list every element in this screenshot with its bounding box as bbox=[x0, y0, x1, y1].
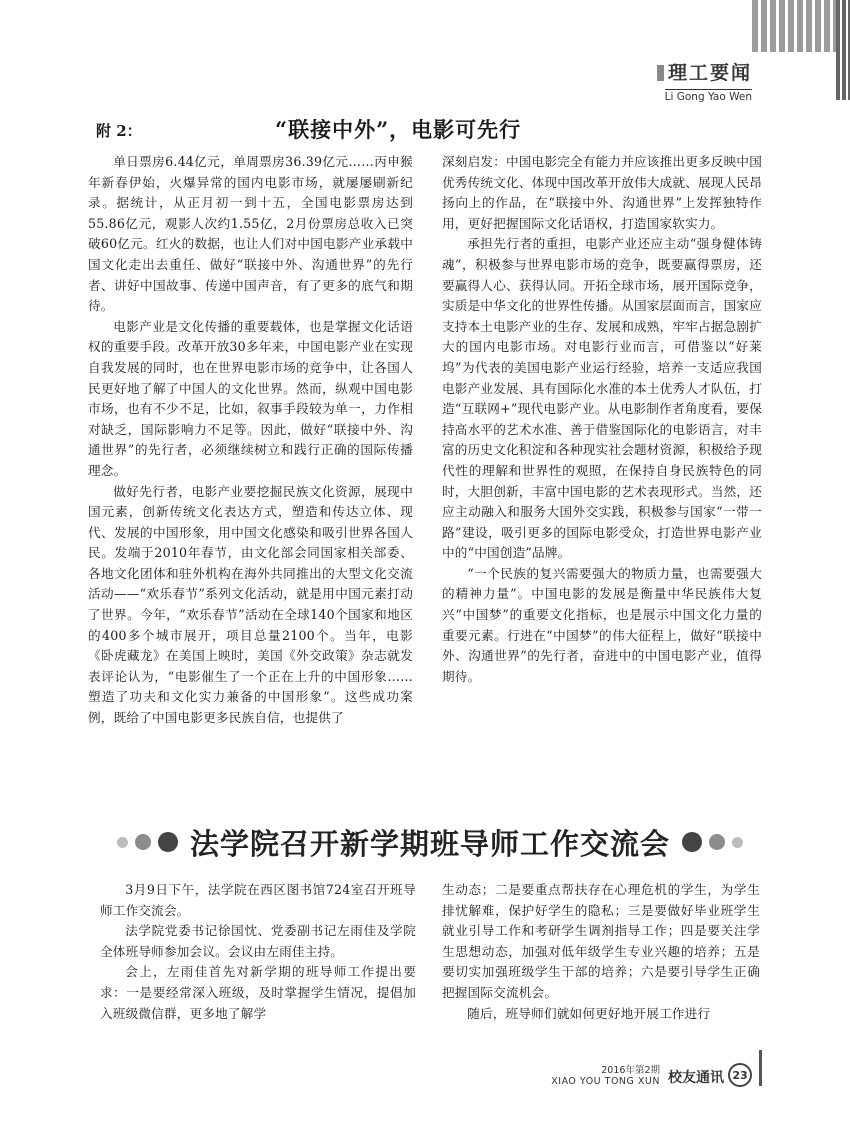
paragraph: 随后，班导师们就如何更好地开展工作进行 bbox=[467, 1005, 711, 1021]
publication-name: 校友通讯 bbox=[668, 1070, 724, 1086]
dot-icon bbox=[117, 837, 128, 848]
article2-banner bbox=[120, 822, 740, 862]
paragraph: 做好先行者，电影产业要挖掘民族文化资源，展现中国元素，创新传统文化表达方式，塑造和传达立体、现代、发展的中国形象，用中国文化感染和吸引世界各国人民。发端于2010年春节，由文化部会同国家相关部委、各地文化团体和驻外机构在海外共同推出的大型文化交流活动——“欢乐春节”系列文化活动，就是用中国元素打动了世界。今年，“欢乐春节”活动在全球140个国家和地区的400多个城市展开，项目总量2100个。当年，电影《卧虎藏龙》在美国上映时，美国《外交政策》杂志就发表评论认为，“电影催生了一个正在上升的中国形象……塑造了功夫和文化实力兼备的中国形象”。这些成功案例，既给了中国电影更多民族自信，也提供了 bbox=[88, 483, 413, 726]
article2-right-column bbox=[442, 880, 760, 1024]
dot-icon bbox=[709, 834, 725, 850]
article2-left-column bbox=[100, 880, 416, 1024]
section-title: 理工要闻 bbox=[532, 58, 752, 85]
dots-decoration-left bbox=[117, 832, 178, 852]
publication-name-en: XIAO YOU TONG XUN bbox=[551, 1076, 660, 1087]
dot-icon bbox=[732, 837, 743, 848]
dot-icon bbox=[682, 832, 702, 852]
paragraph: 电影产业是文化传播的重要载体，也是掌握文化话语权的重要手段。改革开放30多年来，中国电影产业在实现自我发展的同时，也在世界电影市场的竞争中，让各国人民更好地了解了中国人的文化世界。然而，纵观中国电影市场，也有不少不足，比如，叙事手段较为单一，力作相对缺乏，国际影响力不足等。因此，做好“联接中外、沟通世界”的先行者，必须继续树立和践行正确的国际传播理念。 bbox=[88, 318, 413, 478]
header-corner-decoration bbox=[752, 0, 850, 100]
section-header bbox=[532, 58, 752, 104]
paragraph: 承担先行者的重担，电影产业还应主动“强身健体铸魂”，积极参与世界电影市场的竞争，既要赢得票房，还要赢得人心、获得认同。开拓全球市场，展开国际竞争，实质是中华文化的世界性传播。从国家层面而言，国家应支持本土电影产业的生存、发展和成熟，牢牢占据急剧扩大的国内电影市场。对电影行业而言，可借鉴以“好莱坞”为代表的美国电影产业运行经验，培养一支适应我国电影产业发展、具有国际化水准的本土优秀人才队伍，打造“互联网+”现代电影产业。从电影制作者角度看，要保持高水平的艺术水准、善于借鉴国际化的电影语言，对丰富的历史文化积淀和各种现实社会题材资源，积极给予现代性的理解和世界性的观照，在保持自身民族特色的同时，大胆创新，丰富中国电影的艺术表现形式。当然，还应主动融入和服务大国外交实践，积极参与国家“一带一路”建设，吸引更多的国际电影受众，打造世界电影产业中的“中国创造”品牌。 bbox=[442, 236, 762, 561]
paragraph: 单日票房6.44亿元，单周票房36.39亿元……丙申猴年新春伊始，火爆异常的国内电影市场，就屡屡刷新纪录。据统计，从正月初一到十五，全国电影票房达到55.86亿元，观影人次约1.55亿，2月份票房总收入已突破60亿元。红火的数据，也让人们对中国电影产业承载中国文化走出去重任、做好“联接中外、沟通世界”的先行者、讲好中国故事、传递中国声音，有了更多的底气和期待。 bbox=[88, 154, 413, 314]
section-subtitle: Li Gong Yao Wen bbox=[664, 91, 752, 103]
article1-left-column bbox=[88, 152, 413, 729]
article1-right-column bbox=[442, 152, 762, 687]
dot-icon bbox=[158, 832, 178, 852]
page-footer bbox=[551, 1062, 752, 1087]
appendix-label: 附 2： bbox=[96, 122, 142, 140]
article-title: “联接中外”，电影可先行 bbox=[275, 117, 522, 142]
square-icon bbox=[657, 65, 664, 81]
paragraph-continuation: 生动态；二是要重点帮扶存在心理危机的学生，为学生排忧解难，保护好学生的隐私；三是要做好毕业班学生就业引导工作和考研学生调剂指导工作；四是要关注学生思想动态，加强对低年级学生专业兴趣的培养；五是要切实加强班级学生干部的培养；六是要引导学生正确把握国际交流机会。 bbox=[442, 882, 760, 1000]
footer-text bbox=[551, 1062, 660, 1087]
paragraph: 法学院党委书记徐国忱、党委副书记左雨佳及学院全体班导师参加会议。会议由左雨佳主持。 bbox=[100, 923, 416, 959]
paragraph: “一个民族的复兴需要强大的物质力量，也需要强大的精神力量”。中国电影的发展是衡量中华民族伟大复兴“中国梦”的重要文化指标，也是展示中国文化力量的重要元素。行进在“中国梦”的伟大征程上，做好“联接中外、沟通世界”的先行者，奋进中的中国电影产业，值得期待。 bbox=[442, 565, 762, 684]
article2-title: 法学院召开新学期班导师工作交流会 bbox=[190, 826, 671, 861]
dots-decoration-right bbox=[682, 832, 743, 852]
page-number: 23 bbox=[728, 1063, 752, 1087]
dot-icon bbox=[135, 834, 151, 850]
paragraph-continuation: 深刻启发：中国电影完全有能力并应该推出更多反映中国优秀传统文化、体现中国改革开放伟大成就、展现人民昂扬向上的作品，在“联接中外、沟通世界”上发挥独特作用，更好把握国际文化话语权，打造国家软实力。 bbox=[442, 154, 762, 231]
paragraph: 3月9日下午，法学院在西区图书馆724室召开班导师工作交流会。 bbox=[100, 882, 416, 918]
paragraph: 会上，左雨佳首先对新学期的班导师工作提出要求：一是要经常深入班级，及时掌握学生情况，提倡加入班级微信群，更多地了解学 bbox=[100, 964, 416, 1021]
issue-number: 2016年第2期 bbox=[601, 1065, 660, 1076]
footer-side-bar-decoration bbox=[759, 1050, 762, 1086]
header-side-bar-decoration bbox=[836, 0, 850, 100]
